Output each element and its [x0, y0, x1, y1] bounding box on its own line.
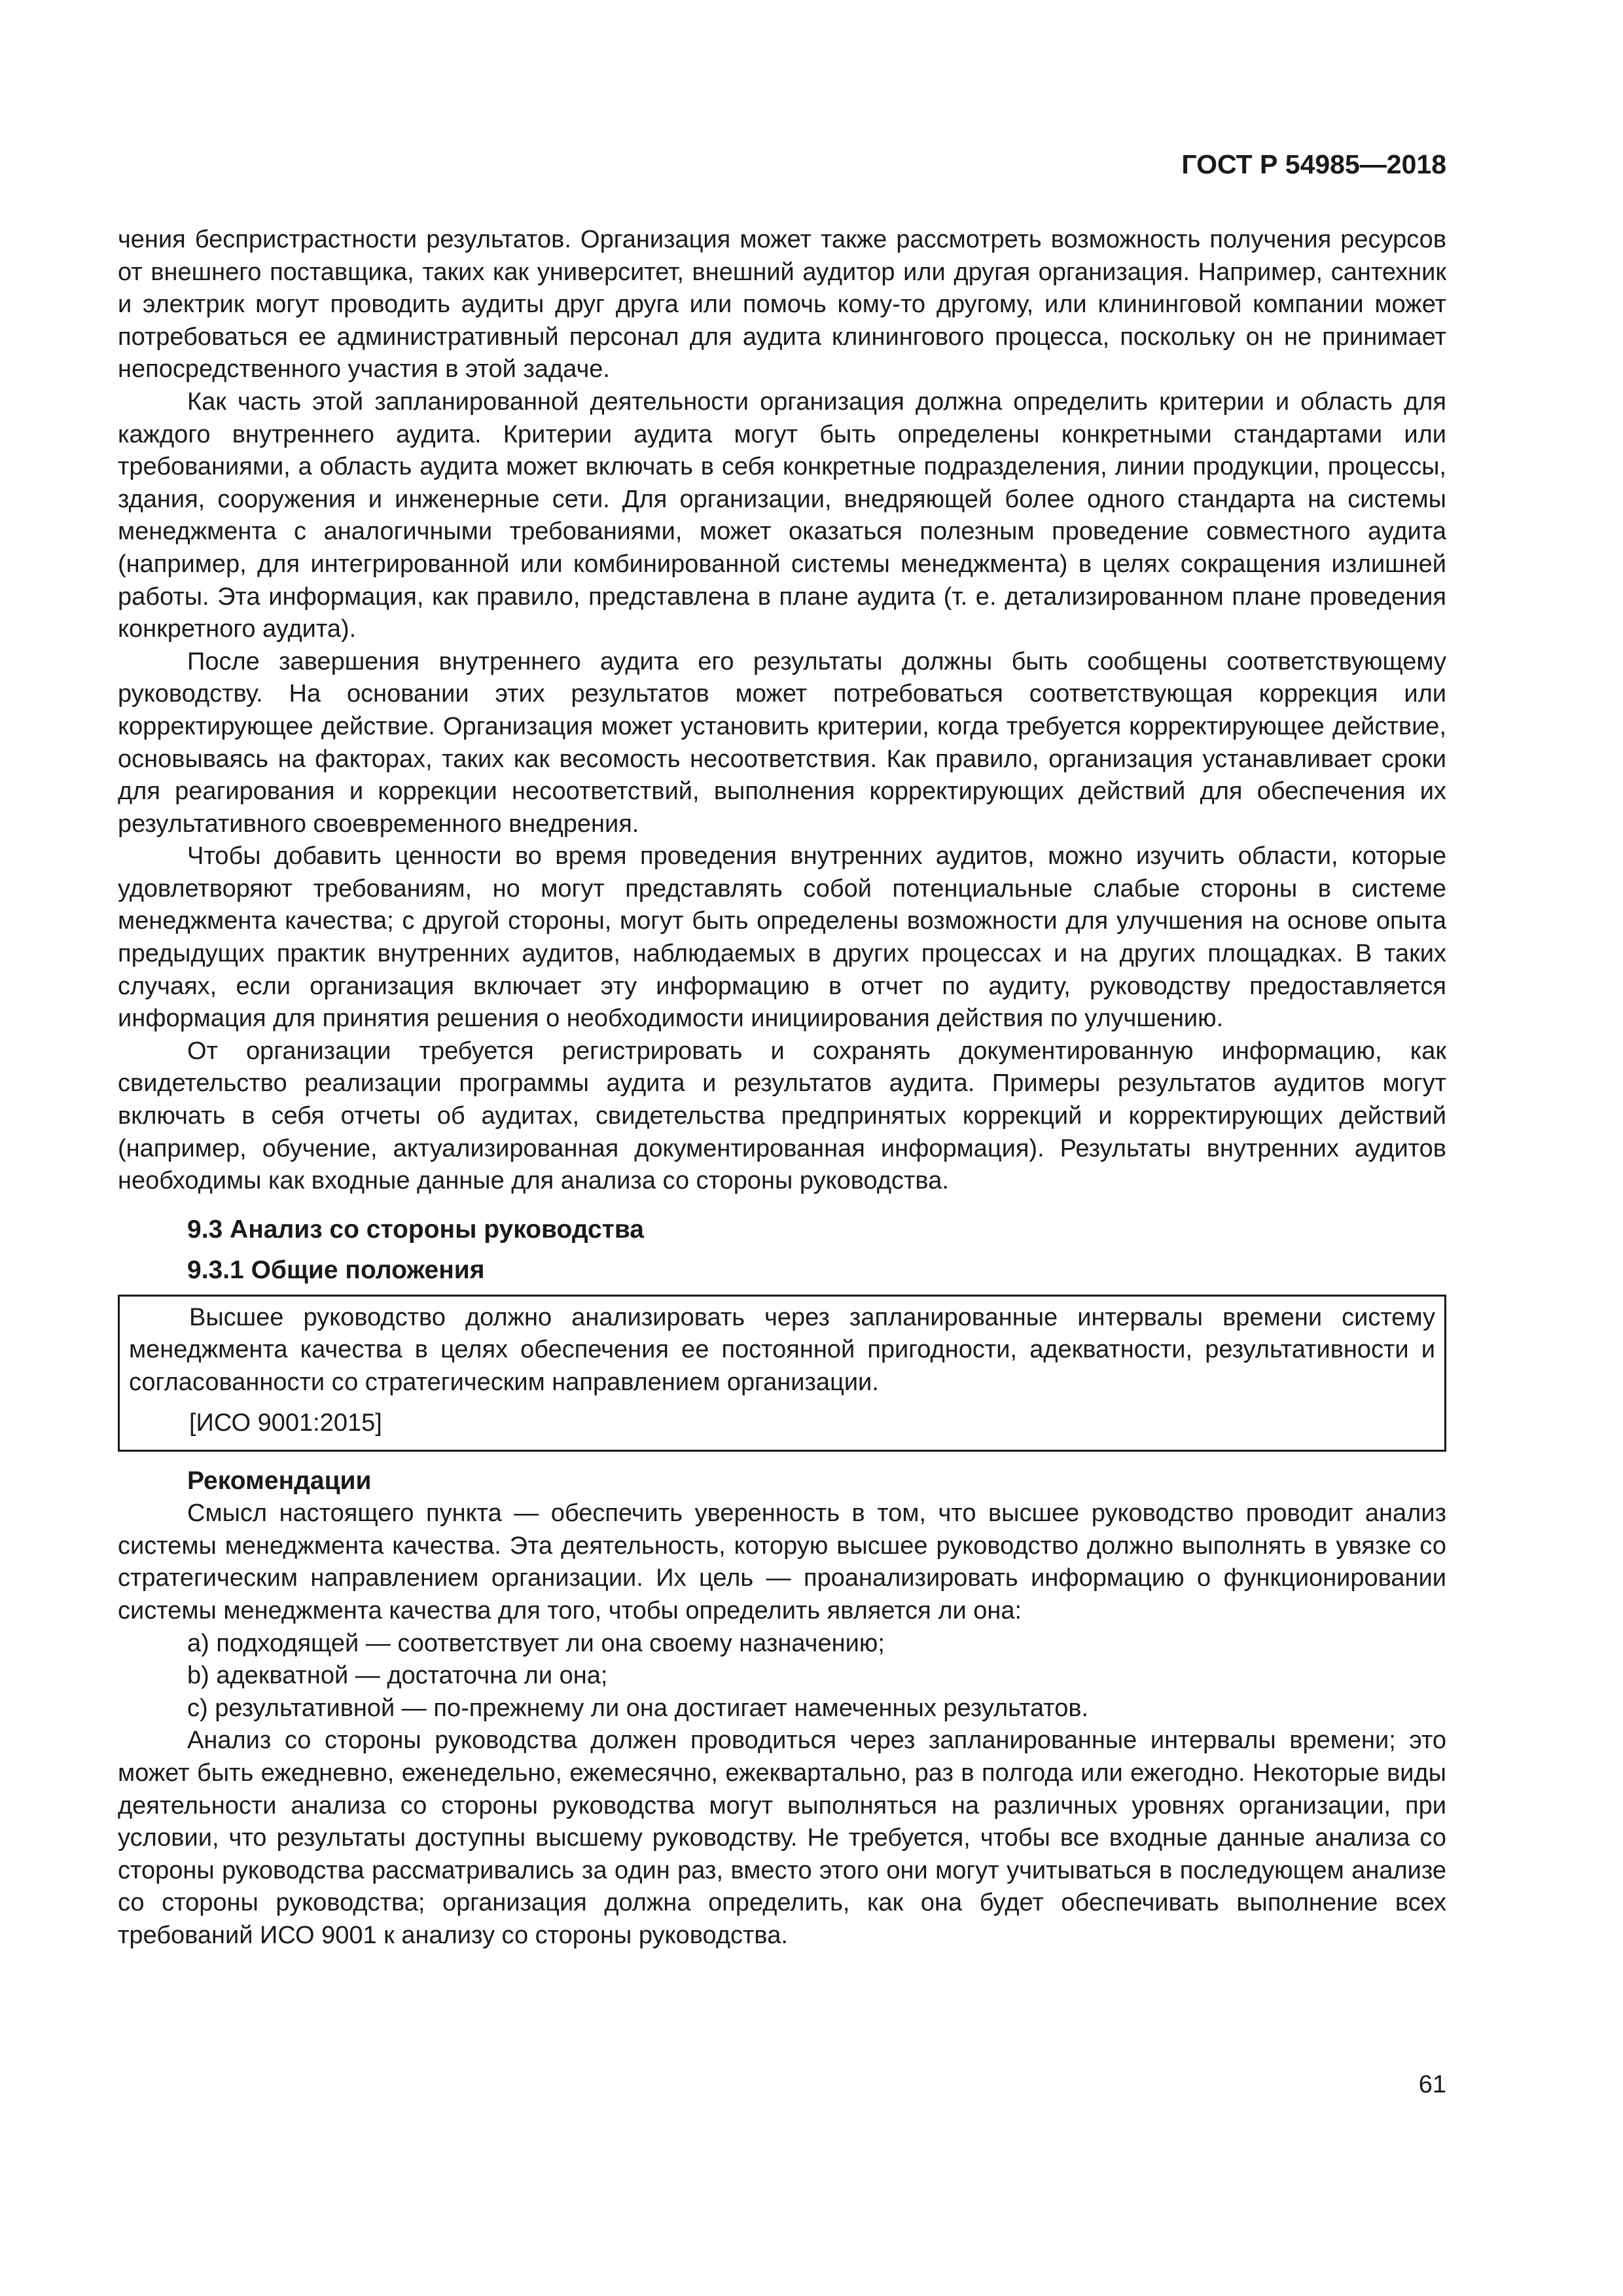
section-heading-9-3-1: 9.3.1 Общие положения: [187, 1255, 485, 1284]
list-item: b) адекватной — достаточна ли она;: [187, 1662, 608, 1690]
paragraph: Чтобы добавить ценности во время проведения внутренних аудитов, можно изучить области, которые удовлетворяют требованиям, но могут представлять собой потенциальные слабые стороны в системе менеджмента качества; с другой стороны, могут быть определены возможности для улучшения на основе опыта предыдущих практик внутренних аудитов, наблюдаемых в других процессах и на других площадках. В таких случаях, если организация включает эту информацию в отчет по аудиту, руководству предоставляется информация для принятия решения о необходимости инициирования действия по улучшению.: [118, 842, 1446, 1033]
recommendations-intro: Смысл настоящего пункта — обеспечить уверенность в том, что высшее руководство проводит анализ системы менеджмента качества. Эта деятельность, которую высшее руководство должно выполнять в увязке со стратегическим направлением организации. Их цель — проанализировать информацию о функционировании системы менеджмента качества для того, чтобы определить является ли она:: [118, 1499, 1446, 1624]
paragraph: От организации требуется регистрировать и сохранять документированную информацию, как свидетельство реализации программы аудита и результатов аудита. Примеры результатов аудитов могут включать в себя отчеты об аудитах, свидетельства предпринятых коррекций и корректирующих действий (например, обучение, актуализированная документированная информация). Результаты внутренних аудитов необходимы как входные данные для анализа со стороны руководства.: [118, 1037, 1446, 1195]
page-number: 61: [1418, 2071, 1446, 2098]
standard-id: ГОСТ Р 54985—2018: [1181, 149, 1446, 179]
list-item: c) результативной — по-прежнему ли она достигает намеченных результатов.: [187, 1694, 1089, 1722]
section-heading-9-3: 9.3 Анализ со стороны руководства: [187, 1215, 645, 1244]
paragraph: Как часть этой запланированной деятельности организация должна определить критерии и область для каждого внутреннего аудита. Критерии аудита могут быть определены конкретными стандартами или требованиями, а область аудита может включать в себя конкретные подразделения, линии продукции, процессы, здания, сооружения и инженерные сети. Для организации, внедряющей более одного стандарта на системы менеджмента с аналогичными требованиями, может оказаться полезным проведение совместного аудита (например, для интегрированной или комбинированной системы менеджмента) в целях сокращения излишней работы. Эта информация, как правило, представлена в плане аудита (т. е. детализированном плане проведения конкретного аудита).: [118, 387, 1446, 643]
recommendations-closing: Анализ со стороны руководства должен проводиться через запланированные интервалы времени; это может быть ежедневно, еженедельно, ежемесячно, ежеквартально, раз в полгода или ежегодно. Некоторые виды деятельности анализа со стороны руководства могут выполняться на различных уровнях организации, при условии, что результаты доступны высшему руководству. Не требуется, чтобы все входные данные анализа со стороны руководства рассматривались за один раз, вместо этого они могут учитываться в последующем анализе со стороны руководства; организация должна определить, как она будет обеспечивать выполнение всех требований ИСО 9001 к анализу со стороны руководства.: [118, 1727, 1446, 1949]
document-body: [118, 224, 1446, 1952]
requirement-quote-box: [118, 1295, 1446, 1452]
quote-reference: [ИСО 9001:2015]: [189, 1408, 382, 1437]
paragraph: После завершения внутреннего аудита его результаты должны быть сообщены соответствующему руководству. На основании этих результатов может потребоваться соответствующая коррекция или корректирующее действие. Организация может установить критерии, когда требуется корректирующее действие, основываясь на факторах, таких как весомость несоответствия. Как правило, организация устанавливает сроки для реагирования и коррекции несоответствий, выполнения корректирующих действий для обеспечения их результативного своевременного внедрения.: [118, 647, 1446, 838]
paragraph-continued: чения беспристрастности результатов. Организация может также рассмотреть возможность получения ресурсов от внешнего поставщика, таких как университет, внешний аудитор или другая организация. Например, сантехник и электрик могут проводить аудиты друг друга или помочь кому-то другому, или клининговой компании может потребоваться ее административный персонал для аудита клинингового процесса, поскольку он не принимает непосредственного участия в этой задаче.: [118, 226, 1446, 384]
document-header: [118, 148, 1446, 181]
quote-text: Высшее руководство должно анализировать через запланированные интервалы времени систему менеджмента качества в целях обеспечения ее постоянной пригодности, адекватности, результативности и согласованности со стратегическим направлением организации.: [129, 1303, 1435, 1396]
list-item: a) подходящей — соответствует ли она своему назначению;: [187, 1629, 885, 1657]
recommendations-heading: Рекомендации: [187, 1467, 372, 1496]
